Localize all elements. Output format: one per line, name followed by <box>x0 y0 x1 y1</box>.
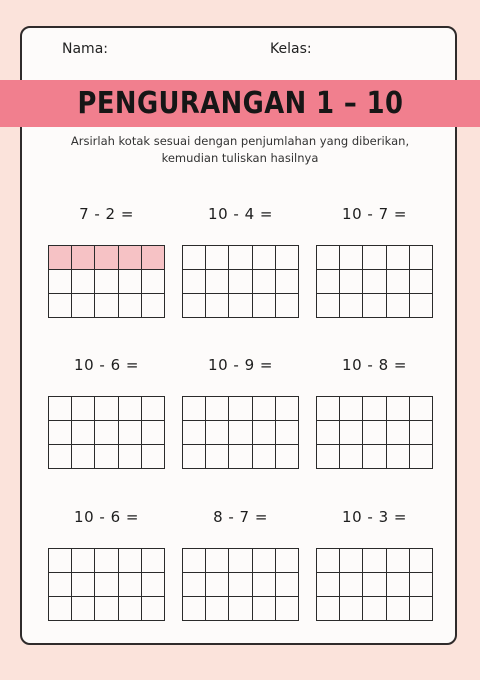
grid-cell[interactable] <box>72 573 95 597</box>
grid-cell[interactable] <box>95 445 118 469</box>
answer-grid[interactable] <box>316 245 433 318</box>
grid-cell[interactable] <box>142 294 165 318</box>
grid-cell[interactable] <box>276 573 299 597</box>
problem-equation: 10 - 6 = <box>74 508 139 526</box>
problem-8 <box>182 507 299 621</box>
grid-cell[interactable] <box>317 549 340 573</box>
grid-cell[interactable] <box>183 246 206 270</box>
problem-equation: 8 - 7 = <box>213 508 268 526</box>
grid-cell[interactable] <box>363 294 386 318</box>
grid-cell[interactable] <box>95 421 118 445</box>
grid-cell[interactable] <box>276 397 299 421</box>
grid-cell[interactable] <box>253 246 276 270</box>
problem-equation: 10 - 4 = <box>208 205 273 223</box>
answer-grid[interactable] <box>182 548 299 621</box>
grid-cell[interactable] <box>142 421 165 445</box>
answer-grid[interactable] <box>182 245 299 318</box>
grid-cell[interactable] <box>229 549 252 573</box>
grid-cell[interactable] <box>183 597 206 621</box>
instruction-line-2: kemudian tuliskan hasilnya <box>161 151 319 165</box>
problem-3 <box>316 204 433 318</box>
grid-cell[interactable] <box>387 294 410 318</box>
class-label: Kelas: <box>270 41 312 57</box>
problem-1 <box>48 204 165 318</box>
instruction-text <box>40 133 440 167</box>
grid-cell[interactable] <box>317 597 340 621</box>
grid-cell[interactable] <box>49 270 72 294</box>
problem-equation: 10 - 6 = <box>74 356 139 374</box>
answer-grid[interactable] <box>48 245 165 318</box>
grid-cell[interactable] <box>142 573 165 597</box>
grid-cell[interactable] <box>387 421 410 445</box>
grid-cell[interactable] <box>95 270 118 294</box>
grid-cell[interactable] <box>363 445 386 469</box>
problem-equation: 10 - 7 = <box>342 205 407 223</box>
grid-cell-shaded[interactable] <box>72 246 95 270</box>
grid-cell[interactable] <box>410 397 433 421</box>
grid-cell[interactable] <box>340 294 363 318</box>
grid-cell[interactable] <box>363 597 386 621</box>
grid-cell[interactable] <box>387 270 410 294</box>
grid-cell[interactable] <box>206 573 229 597</box>
problem-equation: 7 - 2 = <box>79 205 134 223</box>
problem-6 <box>316 355 433 469</box>
grid-cell[interactable] <box>72 270 95 294</box>
name-label: Nama: <box>62 41 108 57</box>
grid-cell[interactable] <box>142 597 165 621</box>
grid-cell[interactable] <box>317 294 340 318</box>
grid-cell[interactable] <box>119 294 142 318</box>
grid-cell[interactable] <box>340 397 363 421</box>
grid-cell[interactable] <box>49 597 72 621</box>
problem-9 <box>316 507 433 621</box>
grid-cell[interactable] <box>49 549 72 573</box>
grid-cell[interactable] <box>206 294 229 318</box>
grid-cell[interactable] <box>119 573 142 597</box>
grid-cell-shaded[interactable] <box>142 246 165 270</box>
grid-cell[interactable] <box>253 270 276 294</box>
grid-cell[interactable] <box>119 549 142 573</box>
grid-cell[interactable] <box>49 421 72 445</box>
grid-cell[interactable] <box>119 597 142 621</box>
grid-cell[interactable] <box>363 246 386 270</box>
answer-grid[interactable] <box>182 396 299 469</box>
grid-cell[interactable] <box>340 270 363 294</box>
grid-cell[interactable] <box>340 597 363 621</box>
grid-cell[interactable] <box>49 397 72 421</box>
grid-cell[interactable] <box>229 573 252 597</box>
grid-cell[interactable] <box>229 294 252 318</box>
grid-cell[interactable] <box>387 445 410 469</box>
grid-cell[interactable] <box>183 397 206 421</box>
grid-cell[interactable] <box>72 549 95 573</box>
grid-cell[interactable] <box>410 421 433 445</box>
grid-cell[interactable] <box>387 397 410 421</box>
grid-cell[interactable] <box>206 270 229 294</box>
grid-cell[interactable] <box>387 573 410 597</box>
grid-cell[interactable] <box>229 246 252 270</box>
grid-cell[interactable] <box>253 445 276 469</box>
grid-cell[interactable] <box>317 397 340 421</box>
grid-cell[interactable] <box>183 573 206 597</box>
grid-cell[interactable] <box>340 549 363 573</box>
grid-cell[interactable] <box>363 397 386 421</box>
grid-cell-shaded[interactable] <box>95 246 118 270</box>
grid-cell[interactable] <box>387 246 410 270</box>
grid-cell[interactable] <box>340 573 363 597</box>
grid-cell[interactable] <box>183 549 206 573</box>
grid-cell[interactable] <box>142 445 165 469</box>
grid-cell[interactable] <box>410 270 433 294</box>
grid-cell[interactable] <box>72 597 95 621</box>
grid-cell[interactable] <box>183 270 206 294</box>
grid-cell[interactable] <box>340 246 363 270</box>
grid-cell[interactable] <box>410 294 433 318</box>
grid-cell[interactable] <box>276 294 299 318</box>
grid-cell[interactable] <box>276 421 299 445</box>
problem-4 <box>48 355 165 469</box>
title-banner <box>0 80 480 127</box>
grid-cell[interactable] <box>229 597 252 621</box>
grid-cell[interactable] <box>119 270 142 294</box>
grid-cell[interactable] <box>119 421 142 445</box>
grid-cell[interactable] <box>253 421 276 445</box>
grid-cell[interactable] <box>340 445 363 469</box>
grid-cell[interactable] <box>206 421 229 445</box>
grid-cell[interactable] <box>72 294 95 318</box>
grid-cell[interactable] <box>253 397 276 421</box>
grid-cell[interactable] <box>363 549 386 573</box>
problem-equation: 10 - 9 = <box>208 356 273 374</box>
grid-cell[interactable] <box>340 421 363 445</box>
grid-cell[interactable] <box>206 246 229 270</box>
answer-grid[interactable] <box>316 396 433 469</box>
problem-equation: 10 - 8 = <box>342 356 407 374</box>
grid-cell[interactable] <box>183 421 206 445</box>
grid-cell[interactable] <box>410 573 433 597</box>
grid-cell[interactable] <box>72 421 95 445</box>
grid-cell[interactable] <box>229 397 252 421</box>
grid-cell[interactable] <box>95 397 118 421</box>
grid-cell[interactable] <box>317 270 340 294</box>
grid-cell[interactable] <box>317 421 340 445</box>
grid-cell[interactable] <box>95 549 118 573</box>
grid-cell[interactable] <box>410 549 433 573</box>
grid-cell[interactable] <box>276 549 299 573</box>
grid-cell[interactable] <box>387 549 410 573</box>
answer-grid[interactable] <box>316 548 433 621</box>
grid-cell[interactable] <box>410 445 433 469</box>
problem-equation: 10 - 3 = <box>342 508 407 526</box>
grid-cell[interactable] <box>49 573 72 597</box>
grid-cell[interactable] <box>183 445 206 469</box>
grid-cell[interactable] <box>229 445 252 469</box>
grid-cell[interactable] <box>363 573 386 597</box>
grid-cell[interactable] <box>142 270 165 294</box>
grid-cell[interactable] <box>410 246 433 270</box>
grid-cell[interactable] <box>206 397 229 421</box>
grid-cell[interactable] <box>276 270 299 294</box>
problem-7 <box>48 507 165 621</box>
grid-cell[interactable] <box>253 294 276 318</box>
grid-cell[interactable] <box>253 597 276 621</box>
grid-cell[interactable] <box>183 294 206 318</box>
answer-grid[interactable] <box>48 396 165 469</box>
grid-cell[interactable] <box>363 421 386 445</box>
grid-cell[interactable] <box>253 549 276 573</box>
grid-cell[interactable] <box>95 573 118 597</box>
instruction-line-1: Arsirlah kotak sesuai dengan penjumlahan yang diberikan, <box>70 134 410 148</box>
worksheet-title: PENGURANGAN 1 – 10 <box>77 86 403 121</box>
grid-cell[interactable] <box>317 445 340 469</box>
answer-grid[interactable] <box>48 548 165 621</box>
grid-cell[interactable] <box>206 597 229 621</box>
grid-cell[interactable] <box>229 421 252 445</box>
grid-cell[interactable] <box>317 246 340 270</box>
grid-cell[interactable] <box>206 549 229 573</box>
grid-cell[interactable] <box>410 597 433 621</box>
grid-cell[interactable] <box>49 445 72 469</box>
grid-cell[interactable] <box>317 573 340 597</box>
grid-cell[interactable] <box>142 397 165 421</box>
grid-cell[interactable] <box>95 294 118 318</box>
grid-cell[interactable] <box>119 445 142 469</box>
grid-cell[interactable] <box>276 445 299 469</box>
grid-cell[interactable] <box>119 397 142 421</box>
grid-cell[interactable] <box>229 270 252 294</box>
problem-5 <box>182 355 299 469</box>
grid-cell[interactable] <box>142 549 165 573</box>
grid-cell[interactable] <box>363 270 386 294</box>
grid-cell[interactable] <box>72 397 95 421</box>
grid-cell[interactable] <box>206 445 229 469</box>
grid-cell[interactable] <box>387 597 410 621</box>
grid-cell[interactable] <box>276 246 299 270</box>
grid-cell[interactable] <box>253 573 276 597</box>
grid-cell-shaded[interactable] <box>49 246 72 270</box>
problem-2 <box>182 204 299 318</box>
grid-cell[interactable] <box>95 597 118 621</box>
grid-cell[interactable] <box>49 294 72 318</box>
grid-cell-shaded[interactable] <box>119 246 142 270</box>
grid-cell[interactable] <box>72 445 95 469</box>
grid-cell[interactable] <box>276 597 299 621</box>
